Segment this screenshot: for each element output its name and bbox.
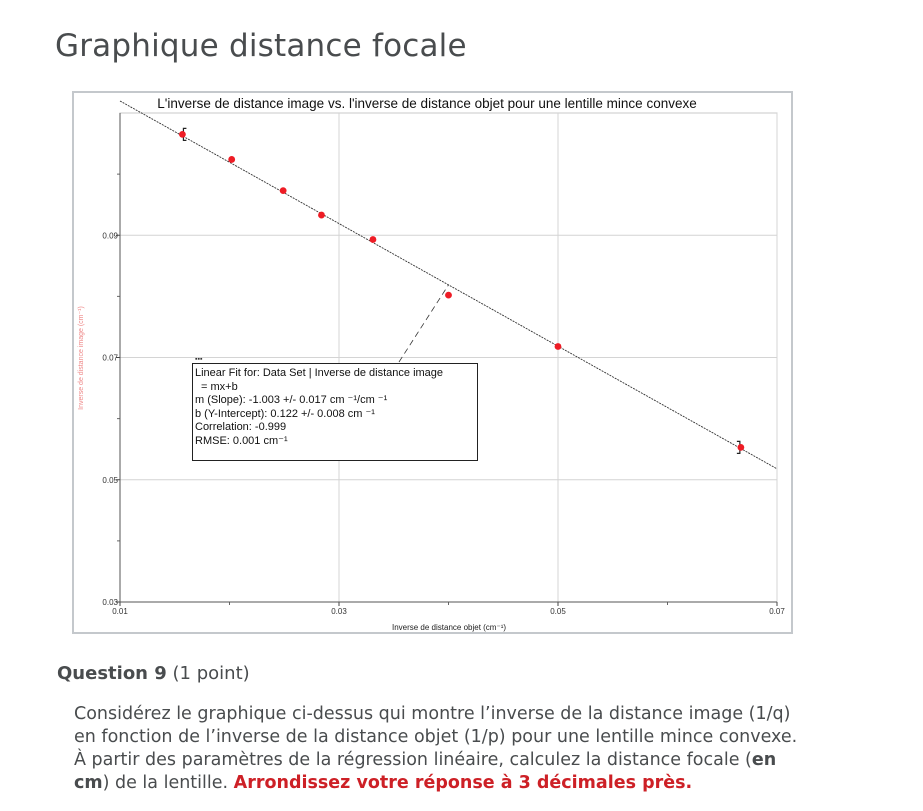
chart-image <box>72 91 793 634</box>
fit-line-4: b (Y-Intercept): 0.122 +/- 0.008 cm ⁻¹ <box>195 407 375 420</box>
question-text-part1: Considérez le graphique ci-dessus qui montre l’inverse de la distance image (1/q) en fonction de l’inverse de la distance objet (1/p) pour une lentille mince convexe. À partir des paramètres de la régression linéaire, calculez la distance focale ( <box>74 704 798 770</box>
question-number: Question 9 <box>57 663 167 684</box>
y-tick-label: 0.05 <box>102 475 118 485</box>
data-point <box>555 343 562 350</box>
question-header <box>57 663 250 684</box>
question-text <box>74 703 814 795</box>
data-point <box>179 131 186 138</box>
x-tick-label: 0.05 <box>550 607 566 616</box>
data-point <box>737 444 744 451</box>
annotation-leader-line <box>399 285 449 362</box>
chart-grid <box>120 113 777 602</box>
x-tick-label: 0.03 <box>331 607 347 616</box>
annotation-handle-icon: ▪▪▪ <box>195 356 203 363</box>
x-tick-label: 0.07 <box>769 607 785 616</box>
y-tick-label: 0.07 <box>102 353 118 363</box>
data-point <box>280 187 287 194</box>
chart-title: L'inverse de distance image vs. l'inverse de distance objet pour une lentille mince convexe <box>157 96 697 111</box>
fit-line-1: Linear Fit for: Data Set | Inverse de distance image <box>195 367 444 379</box>
question-points: (1 point) <box>172 663 250 684</box>
y-tick-label: 0.09 <box>102 231 118 241</box>
page-title: Graphique distance focale <box>55 28 467 64</box>
data-point <box>370 236 377 243</box>
data-point <box>445 292 452 299</box>
data-point <box>318 212 325 219</box>
rounding-instruction: Arrondissez votre réponse à 3 décimales près. <box>233 773 693 793</box>
fit-line-3: m (Slope): -1.003 +/- 0.017 cm ⁻¹/cm ⁻¹ <box>195 394 388 406</box>
fit-line-2: = mx+b <box>201 380 238 393</box>
x-tick-label: 0.01 <box>112 607 128 616</box>
fit-line-5: Correlation: -0.999 <box>195 421 287 433</box>
question-text-part2: ) de la lentille. <box>102 773 234 793</box>
y-axis-label: Inverse de distance image (cm⁻¹) <box>78 306 85 410</box>
x-axis-label: Inverse de distance objet (cm⁻¹) <box>391 623 507 632</box>
y-tick-label: 0.03 <box>102 598 118 607</box>
data-point <box>228 156 235 163</box>
fit-line-6: RMSE: 0.001 cm⁻¹ <box>195 434 288 447</box>
linear-fit-annotation <box>192 356 478 461</box>
question-unit-emphasis: en cm <box>74 750 777 793</box>
